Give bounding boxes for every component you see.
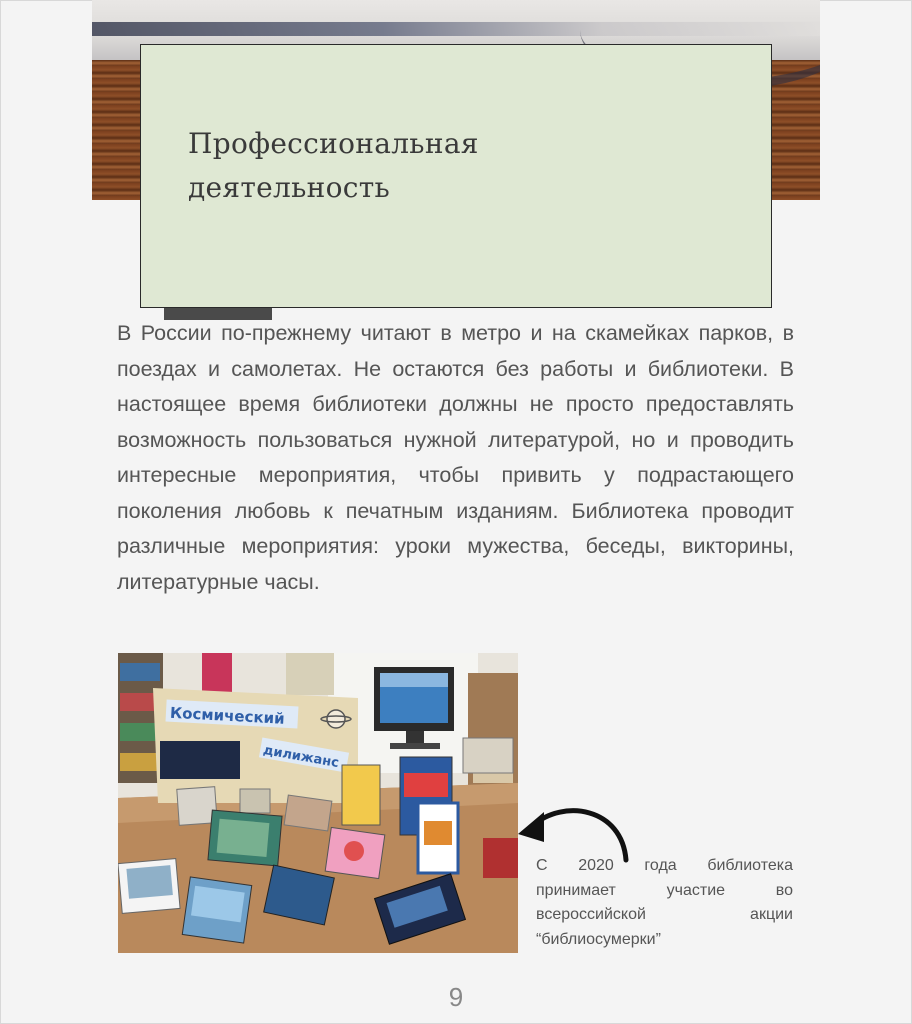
library-exhibition-photo <box>118 653 518 953</box>
page-title: Профессиональная деятельность <box>188 127 479 204</box>
photo-caption: С 2020 года библиотека принимает участие во всероссийской акции “библиосумерки” <box>536 857 793 948</box>
sign-line-1: Космический <box>169 703 286 728</box>
sign-line-2: дилижанс <box>261 742 340 772</box>
body-paragraph: В России по-прежнему читают в метро и на скамейках парков, в поездах и самолетах. Не остаются без работы и библиотеки. В настоящее время библиотеки должны не просто предоставлять возможность пользоваться нужной литературой, но и проводить интересные мероприятия, чтобы привить у подрастающего поколения любовь к печатным изданиям. Библиотека проводит различные мероприятия: уроки мужества, беседы, викторины, литературные часы. <box>117 321 794 594</box>
page-number: 9 <box>448 982 464 1012</box>
